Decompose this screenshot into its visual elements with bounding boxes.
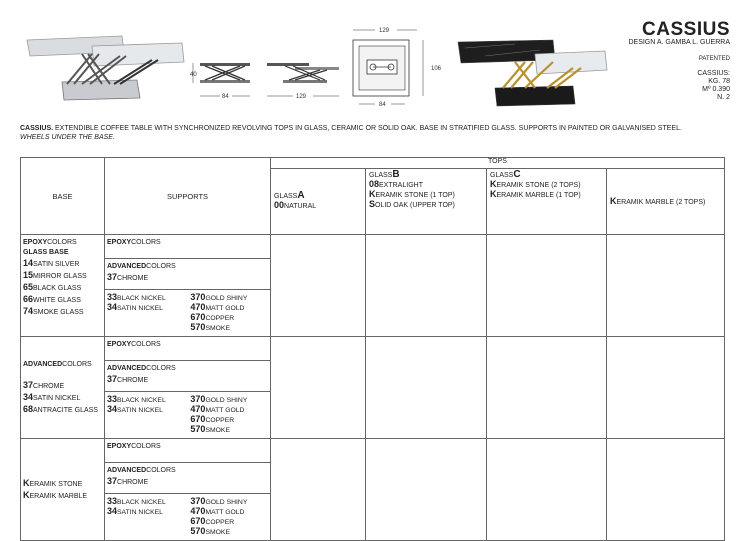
- table-cell: [607, 235, 725, 337]
- top-view-diagram: [345, 24, 445, 109]
- extended-view-diagram: [265, 60, 345, 105]
- base-advanced: ADVANCEDCOLORS 37CHROME 34SATIN NICKEL 68ANTRACITE GLASS: [21, 337, 105, 439]
- support-advanced: ADVANCEDCOLORS 37CHROME: [105, 463, 270, 494]
- support-metals: 33BLACK NICKEL 34SATIN NICKEL 370GOLD SHINY 470MATT GOLD 670COPPER 570SMOKE: [107, 394, 248, 434]
- table-cell: [271, 439, 366, 541]
- table-cell: [366, 235, 487, 337]
- table-row: [21, 337, 725, 439]
- dim-top-width: 129: [379, 28, 390, 34]
- table-cell: [487, 235, 607, 337]
- table-cell: [487, 337, 607, 439]
- support-metals: 33BLACK NICKEL 34SATIN NICKEL 370GOLD SHINY 470MATT GOLD 670COPPER 570SMOKE: [107, 292, 248, 332]
- base-epoxy: EPOXYCOLORS GLASS BASE 14SATIN SILVER 15MIRROR GLASS 65BLACK GLASS 66WHITE GLASS 74SMOKE GLASS: [21, 235, 105, 337]
- table-cell: [487, 439, 607, 541]
- table-cell: [366, 337, 487, 439]
- dim-width-small: 84: [222, 94, 229, 100]
- support-advanced: ADVANCEDCOLORS 37CHROME: [105, 361, 270, 392]
- supports-group: [105, 235, 271, 337]
- spec-line: Mº 0.390: [702, 86, 730, 93]
- supports-group: [105, 439, 271, 541]
- description-line2: WHEELS UNDER THE BASE.: [20, 134, 115, 141]
- spec-line: CASSIUS:: [697, 70, 730, 77]
- support-epoxy: EPOXYCOLORS: [105, 337, 270, 361]
- base-keramik: KERAMIK STONE KERAMIK MARBLE: [21, 439, 105, 541]
- top-option-glass-b: GLASSB 08EXTRALIGHT KERAMIK STONE (1 TOP) SOLID OAK (UPPER TOP): [366, 169, 487, 235]
- brand-block: [560, 20, 730, 102]
- top-option-glass-c: GLASSC KERAMIK STONE (2 TOPS) KERAMIK MARBLE (1 TOP): [487, 169, 607, 235]
- designer-credit: DESIGN A. GAMBA L. GUERRA: [628, 39, 730, 46]
- table-cell: [271, 235, 366, 337]
- dim-height: 40: [190, 72, 197, 78]
- header-base: BASE: [21, 158, 105, 235]
- header-tops: TOPS: [271, 158, 725, 169]
- top-option-keramik-marble: KERAMIK MARBLE (2 TOPS): [607, 169, 725, 235]
- table-cell: [366, 439, 487, 541]
- dim-depth: 106: [431, 66, 442, 72]
- product-photo-glass: [22, 32, 187, 104]
- table-row: [21, 235, 725, 337]
- header-supports: SUPPORTS: [105, 158, 271, 235]
- support-epoxy: EPOXYCOLORS: [105, 439, 270, 463]
- spec-list: [560, 70, 730, 102]
- description-text: EXTENDIBLE COFFEE TABLE WITH SYNCHRONIZED REVOLVING TOPS IN GLASS, CERAMIC OR SOLID OAK. BASE IN STRATIFIED GLASS. SUPPORTS IN PAINTED OR GALVANISED STEEL.: [53, 125, 682, 132]
- table-cell: [271, 337, 366, 439]
- dim-width-large: 129: [296, 94, 307, 100]
- table-cell: [607, 439, 725, 541]
- dim-bottom-width: 84: [379, 102, 386, 108]
- table-row: [21, 439, 725, 541]
- support-epoxy: EPOXYCOLORS: [105, 235, 270, 259]
- table-cell: [607, 337, 725, 439]
- brand-name: CASSIUS: [642, 19, 730, 40]
- product-description: [20, 124, 732, 142]
- support-metals: 33BLACK NICKEL 34SATIN NICKEL 370GOLD SHINY 470MATT GOLD 670COPPER 570SMOKE: [107, 496, 248, 536]
- spec-line: N. 2: [717, 94, 730, 101]
- spec-line: KG. 78: [708, 78, 730, 85]
- top-option-glass-a: GLASSA 00NATURAL: [271, 169, 366, 235]
- supports-group: [105, 337, 271, 439]
- patented-label: PATENTED: [698, 56, 730, 62]
- side-view-diagram: [190, 60, 260, 105]
- finishes-table: [20, 157, 725, 541]
- support-advanced: ADVANCEDCOLORS 37CHROME: [105, 259, 270, 290]
- description-title: CASSIUS.: [20, 125, 54, 132]
